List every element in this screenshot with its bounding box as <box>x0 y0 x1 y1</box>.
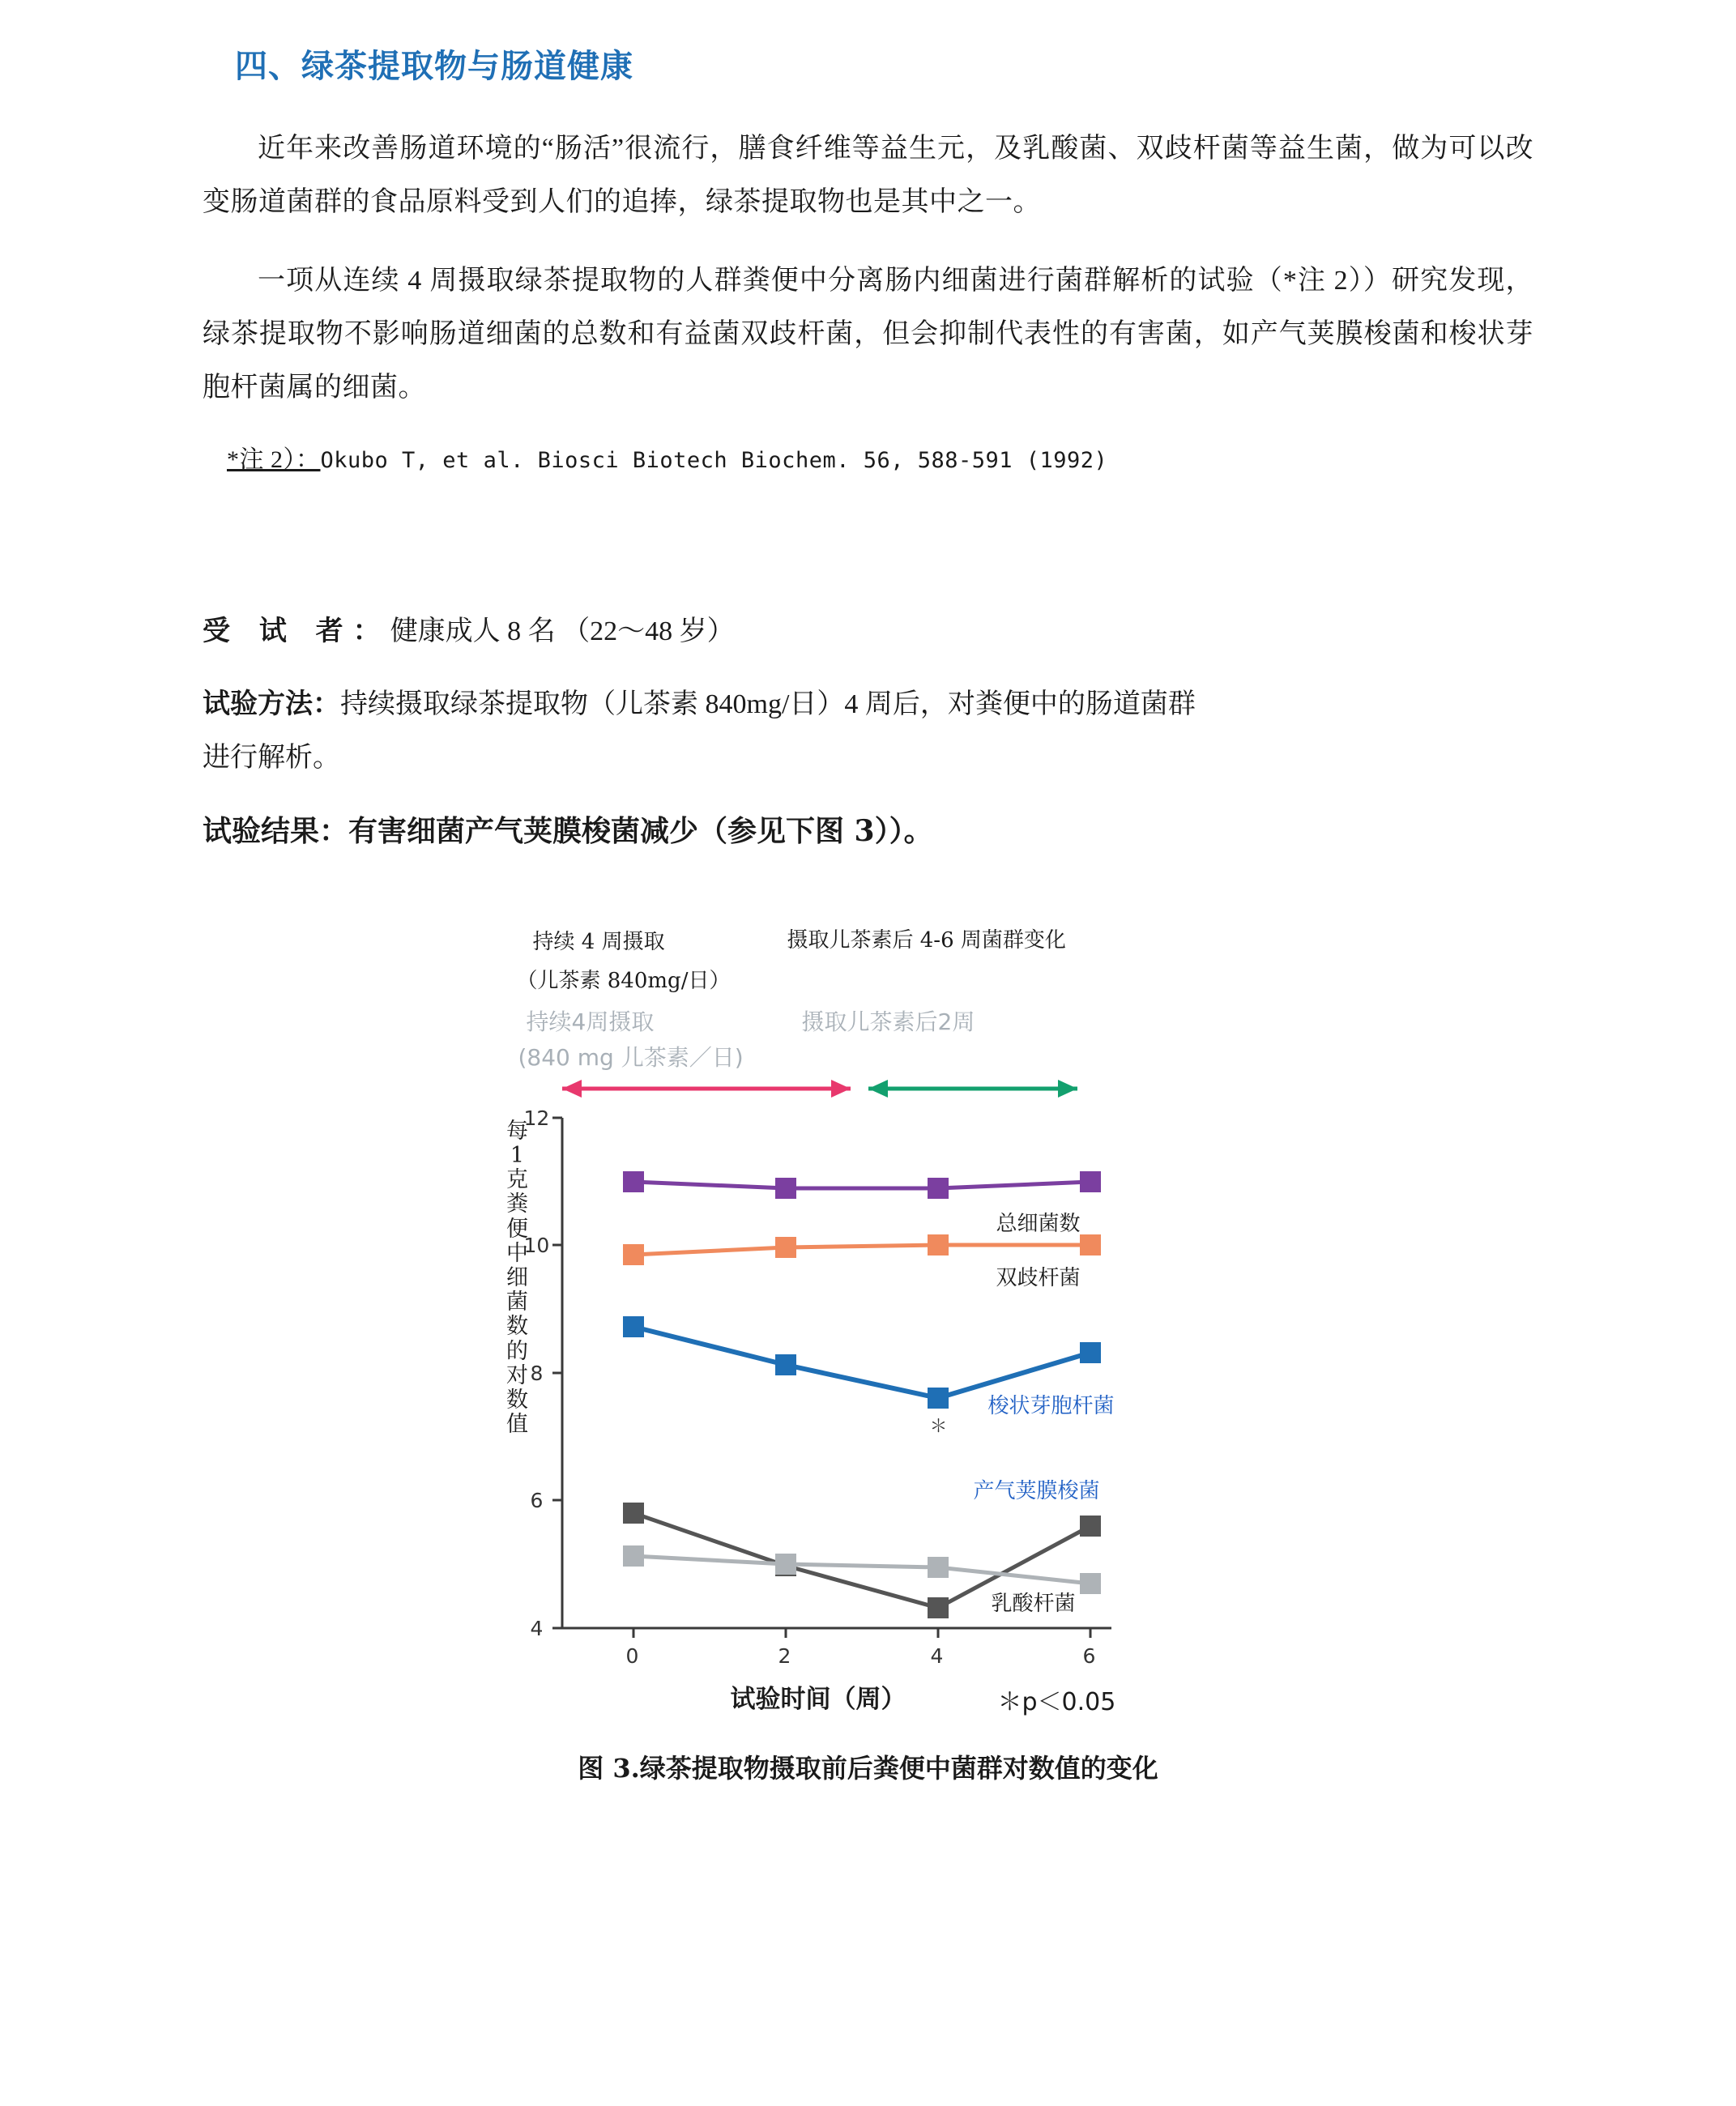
study-details <box>203 604 1533 859</box>
figure-3 <box>203 917 1533 1792</box>
reference-text: Okubo T, et al. Biosci Biotech Biochem. 56, 588-591 (1992) <box>320 448 1108 474</box>
reference-line <box>227 439 1533 475</box>
annotation-intake-period: 持续 4 周摄取 <box>532 929 665 954</box>
detail-method-label: 试验方法： <box>203 687 340 720</box>
detail-subjects-value: 健康成人 8 名 （22～48 岁） <box>390 616 735 647</box>
p-value-note: ＊p＜0.05 <box>997 1687 1116 1716</box>
series-label-bifidobacterium: 双歧杆菌 <box>996 1265 1081 1290</box>
post-intake-arrow <box>868 1080 1077 1098</box>
detail-result-value: 有害细菌产气荚膜梭菌减少（参见下图 3））。 <box>348 814 933 849</box>
y-tick-4: 4 <box>530 1616 544 1640</box>
detail-method-value-cont: 进行解析。 <box>203 743 340 774</box>
series-label-total-bacteria: 总细菌数 <box>996 1211 1081 1236</box>
annotation-ghost-left-1: 持续4周摄取 <box>526 1008 655 1035</box>
x-tick-4: 4 <box>930 1643 944 1668</box>
detail-result-label: 试验结果： <box>203 814 349 849</box>
annotation-intake-dose: （儿茶素 840mg/日） <box>516 968 731 993</box>
paragraph-study: 一项从连续 4 周摄取绿茶提取物的人群粪便中分离肠内细菌进行菌群解析的试验（*注 2））研究发现，绿茶提取物不影响肠道细菌的总数和有益菌双歧杆菌，但会抑制代表性的有害菌，如产气荚膜梭菌和梭状芽胞杆菌属的细菌。 <box>203 265 1533 403</box>
detail-subjects <box>203 604 1533 659</box>
series-label-lactobacillus: 乳酸杆菌 <box>991 1591 1076 1616</box>
significance-star: ＊ <box>929 1416 948 1437</box>
chart-plot <box>382 917 1354 1743</box>
detail-result <box>203 803 1533 859</box>
detail-method <box>203 677 1533 786</box>
annotation-ghost-left-2: (840 mg 儿茶素／日) <box>518 1043 744 1071</box>
chart-container <box>382 917 1354 1743</box>
y-tick-6: 6 <box>530 1488 544 1512</box>
paragraph-intro: 近年来改善肠道环境的“肠活”很流行，膳食纤维等益生元，及乳酸菌、双歧杆菌等益生菌，做为可以改变肠道菌群的食品原料受到人们的追捧，绿茶提取物也是其中之一。 <box>203 134 1533 218</box>
annotation-ghost-right: 摄取儿茶素后2周 <box>801 1008 975 1035</box>
detail-method-value: 持续摄取绿茶提取物（儿茶素 840mg/日）4 周后，对粪便中的肠道菌群 <box>340 688 1196 719</box>
reference-label: *注 2）： <box>227 446 321 474</box>
x-axis-title: 试验时间（周） <box>730 1684 906 1714</box>
annotation-post-intake: 摄取儿茶素后 4-6 周菌群变化 <box>787 927 1066 953</box>
y-tick-12: 12 <box>523 1106 550 1130</box>
series-label-clostridium-perfringens: 产气荚膜梭菌 <box>973 1478 1100 1503</box>
series-label-clostridium: 梭状芽胞杆菌 <box>987 1393 1115 1418</box>
spacer <box>203 475 1533 596</box>
y-axis-title: 每1克粪便中细菌数的对数值 <box>506 1118 528 1438</box>
detail-subjects-label: 受 试 者： <box>203 615 390 648</box>
intake-period-arrow <box>562 1080 851 1098</box>
x-tick-2: 2 <box>778 1643 791 1668</box>
x-tick-0: 0 <box>625 1643 639 1668</box>
page-title: 四、绿茶提取物与肠道健康 <box>235 47 633 85</box>
y-tick-10: 10 <box>523 1233 550 1257</box>
figure-caption: 图 3.绿茶提取物摄取前后粪便中菌群对数值的变化 <box>578 1752 1158 1784</box>
y-tick-8: 8 <box>530 1361 544 1385</box>
x-tick-6: 6 <box>1082 1643 1096 1668</box>
series-total-bacteria <box>623 1171 1101 1199</box>
